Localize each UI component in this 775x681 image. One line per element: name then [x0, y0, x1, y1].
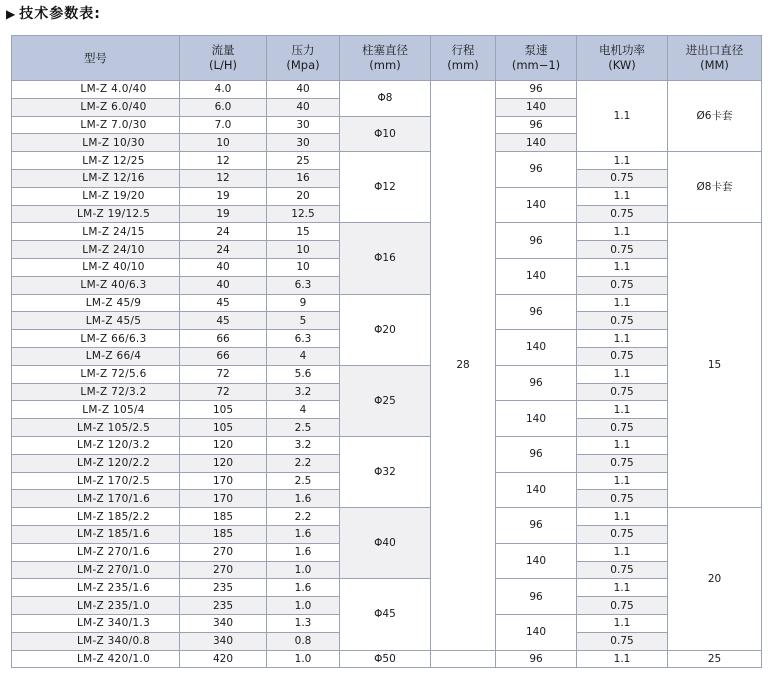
- motor-power-cell: 0.75: [577, 454, 668, 472]
- motor-power-cell: 0.75: [577, 490, 668, 508]
- pressure-cell: 10: [267, 258, 340, 276]
- plunger-diameter-cell: Φ40: [340, 508, 431, 579]
- table-row: [12, 579, 762, 597]
- flow-cell: 235: [180, 579, 267, 597]
- table-row: [12, 650, 762, 668]
- pressure-cell: 16: [267, 169, 340, 187]
- model-cell: LM-Z 72/5.6: [12, 365, 180, 383]
- model-cell: LM-Z 270/1.6: [12, 543, 180, 561]
- port-diameter-cell: Ø8卡套: [668, 152, 762, 223]
- port-diameter-cell: 25: [668, 650, 762, 668]
- model-cell: LM-Z 120/3.2: [12, 436, 180, 454]
- header-port-diameter: 进出口直径 (MM): [668, 36, 762, 81]
- pressure-cell: 4: [267, 401, 340, 419]
- pump-speed-cell: 96: [496, 650, 577, 668]
- model-cell: LM-Z 12/25: [12, 152, 180, 170]
- flow-cell: 72: [180, 383, 267, 401]
- flow-cell: 7.0: [180, 116, 267, 134]
- motor-power-cell: 1.1: [577, 436, 668, 454]
- pump-speed-cell: 140: [496, 187, 577, 223]
- flow-cell: 66: [180, 330, 267, 348]
- pressure-cell: 1.6: [267, 543, 340, 561]
- motor-power-cell: 1.1: [577, 365, 668, 383]
- model-cell: LM-Z 19/20: [12, 187, 180, 205]
- pump-speed-cell: 140: [496, 401, 577, 437]
- table-row: [12, 508, 762, 526]
- model-cell: LM-Z 19/12.5: [12, 205, 180, 223]
- motor-power-cell: 1.1: [577, 330, 668, 348]
- pressure-cell: 1.6: [267, 525, 340, 543]
- motor-power-cell: 0.75: [577, 312, 668, 330]
- pump-speed-cell: 96: [496, 436, 577, 472]
- motor-power-cell: 0.75: [577, 632, 668, 650]
- pressure-cell: 30: [267, 116, 340, 134]
- header-plunger-diameter: 柱塞直径 (mm): [340, 36, 431, 81]
- header-motor-power: 电机功率 (KW): [577, 36, 668, 81]
- motor-power-cell: 0.75: [577, 241, 668, 259]
- spec-table: [11, 35, 762, 668]
- model-cell: LM-Z 66/6.3: [12, 330, 180, 348]
- motor-power-cell: 1.1: [577, 614, 668, 632]
- plunger-diameter-cell: Φ50: [340, 650, 431, 668]
- flow-cell: 66: [180, 347, 267, 365]
- plunger-diameter-cell: Φ8: [340, 81, 431, 117]
- pressure-cell: 1.6: [267, 579, 340, 597]
- flow-cell: 24: [180, 241, 267, 259]
- plunger-diameter-cell: Φ10: [340, 116, 431, 152]
- pressure-cell: 0.8: [267, 632, 340, 650]
- pump-speed-cell: 140: [496, 472, 577, 508]
- flow-cell: 24: [180, 223, 267, 241]
- header-model: 型号: [12, 36, 180, 81]
- motor-power-cell: 1.1: [577, 294, 668, 312]
- motor-power-cell: 0.75: [577, 169, 668, 187]
- model-cell: LM-Z 170/1.6: [12, 490, 180, 508]
- pressure-cell: 3.2: [267, 383, 340, 401]
- model-cell: LM-Z 340/1.3: [12, 614, 180, 632]
- model-cell: LM-Z 170/2.5: [12, 472, 180, 490]
- model-cell: LM-Z 12/16: [12, 169, 180, 187]
- motor-power-cell: 0.75: [577, 383, 668, 401]
- table-row: [12, 436, 762, 454]
- table-row: [12, 81, 762, 99]
- motor-power-cell: 1.1: [577, 401, 668, 419]
- motor-power-cell: 0.75: [577, 561, 668, 579]
- flow-cell: 12: [180, 169, 267, 187]
- model-cell: LM-Z 40/10: [12, 258, 180, 276]
- motor-power-cell: 0.75: [577, 597, 668, 615]
- pump-speed-cell: 140: [496, 543, 577, 579]
- plunger-diameter-cell: Φ25: [340, 365, 431, 436]
- pump-speed-cell: 140: [496, 134, 577, 152]
- pressure-cell: 25: [267, 152, 340, 170]
- pressure-cell: 9: [267, 294, 340, 312]
- pressure-cell: 5: [267, 312, 340, 330]
- model-cell: LM-Z 45/5: [12, 312, 180, 330]
- motor-power-cell: 1.1: [577, 543, 668, 561]
- motor-power-cell: 0.75: [577, 347, 668, 365]
- pressure-cell: 2.2: [267, 454, 340, 472]
- flow-cell: 340: [180, 632, 267, 650]
- model-cell: LM-Z 185/2.2: [12, 508, 180, 526]
- motor-power-cell: 1.1: [577, 81, 668, 152]
- pressure-cell: 1.0: [267, 561, 340, 579]
- flow-cell: 120: [180, 436, 267, 454]
- pump-speed-cell: 96: [496, 294, 577, 330]
- table-row: [12, 294, 762, 312]
- flow-cell: 40: [180, 258, 267, 276]
- model-cell: LM-Z 120/2.2: [12, 454, 180, 472]
- pump-speed-cell: 96: [496, 152, 577, 188]
- pressure-cell: 15: [267, 223, 340, 241]
- pump-speed-cell: 140: [496, 614, 577, 650]
- model-cell: LM-Z 66/4: [12, 347, 180, 365]
- table-row: [12, 223, 762, 241]
- motor-power-cell: 0.75: [577, 205, 668, 223]
- motor-power-cell: 1.1: [577, 579, 668, 597]
- model-cell: LM-Z 45/9: [12, 294, 180, 312]
- flow-cell: 19: [180, 187, 267, 205]
- motor-power-cell: 0.75: [577, 525, 668, 543]
- pressure-cell: 40: [267, 98, 340, 116]
- model-cell: LM-Z 40/6.3: [12, 276, 180, 294]
- table-header: [12, 36, 762, 81]
- header-pressure: 压力 (Mpa): [267, 36, 340, 81]
- model-cell: LM-Z 7.0/30: [12, 116, 180, 134]
- motor-power-cell: 1.1: [577, 187, 668, 205]
- motor-power-cell: 0.75: [577, 276, 668, 294]
- flow-cell: 120: [180, 454, 267, 472]
- pump-speed-cell: 96: [496, 579, 577, 615]
- flow-cell: 40: [180, 276, 267, 294]
- pressure-cell: 4: [267, 347, 340, 365]
- flow-cell: 45: [180, 294, 267, 312]
- header-flow: 流量 (L/H): [180, 36, 267, 81]
- plunger-diameter-cell: Φ45: [340, 579, 431, 650]
- pump-speed-cell: 96: [496, 116, 577, 134]
- pump-speed-cell: 96: [496, 365, 577, 401]
- flow-cell: 19: [180, 205, 267, 223]
- pressure-cell: 1.6: [267, 490, 340, 508]
- motor-power-cell: 1.1: [577, 258, 668, 276]
- flow-cell: 45: [180, 312, 267, 330]
- pump-speed-cell: 140: [496, 330, 577, 366]
- pressure-cell: 1.0: [267, 650, 340, 668]
- pressure-cell: 40: [267, 81, 340, 99]
- pressure-cell: 6.3: [267, 276, 340, 294]
- model-cell: LM-Z 105/2.5: [12, 419, 180, 437]
- flow-cell: 185: [180, 525, 267, 543]
- section-title: [6, 3, 101, 23]
- flow-cell: 185: [180, 508, 267, 526]
- port-diameter-cell: 20: [668, 508, 762, 650]
- flow-cell: 235: [180, 597, 267, 615]
- flow-cell: 170: [180, 490, 267, 508]
- pressure-cell: 1.3: [267, 614, 340, 632]
- table-row: [12, 152, 762, 170]
- pressure-cell: 1.0: [267, 597, 340, 615]
- flow-cell: 340: [180, 614, 267, 632]
- plunger-diameter-cell: Φ32: [340, 436, 431, 507]
- pressure-cell: 2.2: [267, 508, 340, 526]
- pressure-cell: 2.5: [267, 472, 340, 490]
- pressure-cell: 30: [267, 134, 340, 152]
- port-diameter-cell: Ø6卡套: [668, 81, 762, 152]
- pressure-cell: 5.6: [267, 365, 340, 383]
- model-cell: LM-Z 4.0/40: [12, 81, 180, 99]
- model-cell: LM-Z 6.0/40: [12, 98, 180, 116]
- flow-cell: 4.0: [180, 81, 267, 99]
- pump-speed-cell: 96: [496, 223, 577, 259]
- header-stroke: 行程 (mm): [431, 36, 496, 81]
- model-cell: LM-Z 105/4: [12, 401, 180, 419]
- model-cell: LM-Z 24/15: [12, 223, 180, 241]
- flow-cell: 6.0: [180, 98, 267, 116]
- motor-power-cell: 0.75: [577, 419, 668, 437]
- flow-cell: 10: [180, 134, 267, 152]
- port-diameter-cell: 15: [668, 223, 762, 508]
- flow-cell: 105: [180, 419, 267, 437]
- pressure-cell: 10: [267, 241, 340, 259]
- motor-power-cell: 1.1: [577, 152, 668, 170]
- pressure-cell: 3.2: [267, 436, 340, 454]
- pressure-cell: 6.3: [267, 330, 340, 348]
- flow-cell: 12: [180, 152, 267, 170]
- flow-cell: 270: [180, 543, 267, 561]
- table-row: [12, 365, 762, 383]
- model-cell: LM-Z 235/1.0: [12, 597, 180, 615]
- model-cell: LM-Z 24/10: [12, 241, 180, 259]
- pressure-cell: 2.5: [267, 419, 340, 437]
- motor-power-cell: 1.1: [577, 508, 668, 526]
- header-pump-speed: 泵速 (mm−1): [496, 36, 577, 81]
- model-cell: LM-Z 185/1.6: [12, 525, 180, 543]
- pump-speed-cell: 140: [496, 98, 577, 116]
- model-cell: LM-Z 235/1.6: [12, 579, 180, 597]
- pump-speed-cell: 96: [496, 508, 577, 544]
- stroke-cell: [431, 650, 496, 668]
- flow-cell: 72: [180, 365, 267, 383]
- pressure-cell: 12.5: [267, 205, 340, 223]
- flow-cell: 105: [180, 401, 267, 419]
- model-cell: LM-Z 420/1.0: [12, 650, 180, 668]
- flow-cell: 170: [180, 472, 267, 490]
- flow-cell: 270: [180, 561, 267, 579]
- pump-speed-cell: 140: [496, 258, 577, 294]
- plunger-diameter-cell: Φ16: [340, 223, 431, 294]
- motor-power-cell: 1.1: [577, 223, 668, 241]
- plunger-diameter-cell: Φ20: [340, 294, 431, 365]
- stroke-cell: 28: [431, 81, 496, 651]
- model-cell: LM-Z 72/3.2: [12, 383, 180, 401]
- model-cell: LM-Z 270/1.0: [12, 561, 180, 579]
- model-cell: LM-Z 10/30: [12, 134, 180, 152]
- plunger-diameter-cell: Φ12: [340, 152, 431, 223]
- section-title-text: 技术参数表:: [19, 6, 101, 22]
- triangle-marker-icon: ▶: [6, 7, 17, 21]
- motor-power-cell: 1.1: [577, 472, 668, 490]
- model-cell: LM-Z 340/0.8: [12, 632, 180, 650]
- pump-speed-cell: 96: [496, 81, 577, 99]
- flow-cell: 420: [180, 650, 267, 668]
- pressure-cell: 20: [267, 187, 340, 205]
- table-body: [12, 81, 762, 668]
- motor-power-cell: 1.1: [577, 650, 668, 668]
